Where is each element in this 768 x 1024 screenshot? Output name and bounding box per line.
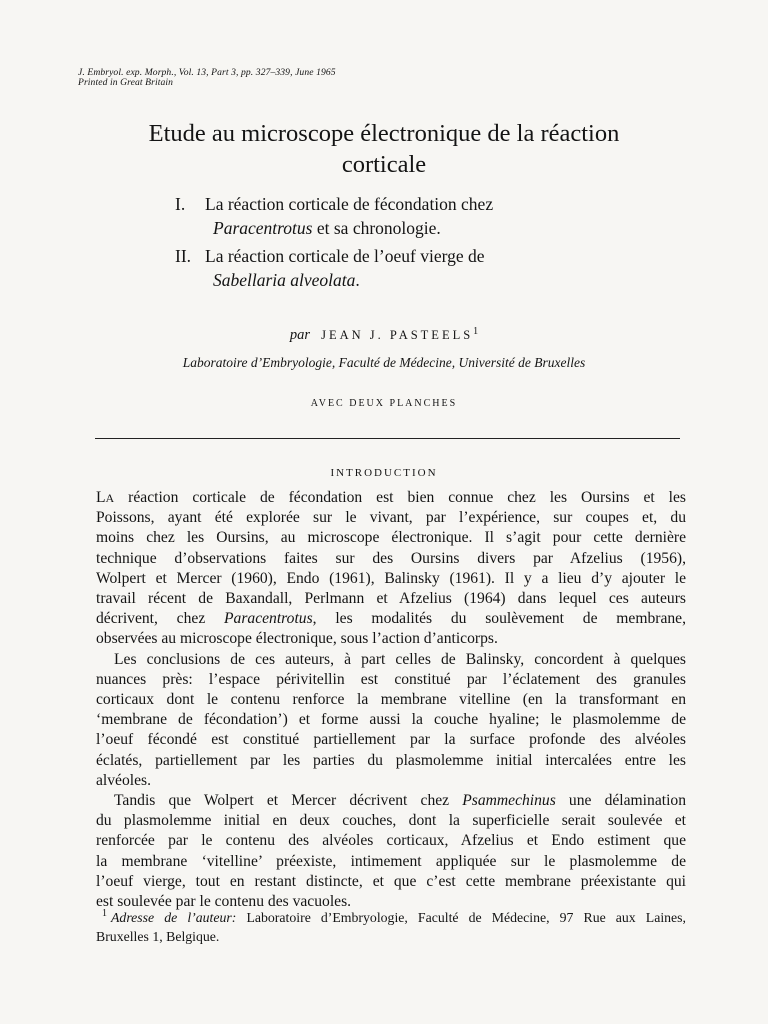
- text-line: [96, 488, 686, 508]
- footnote-text: Laboratoire d’Embryologie, Faculté de Médecine, 97 Rue aux Laines,: [236, 910, 687, 925]
- subtitle-text: La réaction corticale de fécondation chez: [205, 194, 494, 214]
- section-heading: INTRODUCTION: [330, 467, 438, 479]
- subtitle-number: II.: [175, 246, 192, 266]
- text-line: Wolpert et Mercer (1960), Endo (1961), Balinsky (1961). Il y a lieu d’y ajouter le: [96, 569, 686, 587]
- footnote: [96, 908, 686, 946]
- species-name: Paracentrotus: [224, 610, 313, 628]
- text-line: nuances près: l’espace périvitellin est constitué par l’éclatement des granules: [96, 670, 686, 688]
- citation-line: J. Embryol. exp. Morph., Vol. 13, Part 3, pp. 327–339, June 1965: [78, 67, 336, 78]
- plates-note: AVEC DEUX PLANCHES: [310, 398, 458, 409]
- text-line: moins chez les Oursins, au microscope électronique. Il s’agit pour cette dernière: [96, 529, 686, 547]
- footnote-line: [96, 908, 686, 927]
- paragraph: [96, 488, 686, 650]
- text-line: technique d’observations faites sur des Oursins divers par Afzelius (1956),: [96, 549, 686, 567]
- article-body: [96, 488, 686, 912]
- subtitle-part-2: [175, 244, 615, 292]
- author-name: JEAN J. PASTEELS: [321, 328, 474, 343]
- article-title: [60, 118, 708, 180]
- species-name: Sabellaria alveolata: [213, 270, 356, 290]
- initial-letter: L: [96, 489, 106, 506]
- subtitle-text: La réaction corticale de l’oeuf vierge de: [205, 246, 485, 266]
- text-line: est soulevée par le contenu des vacuoles.: [96, 893, 352, 911]
- text-line: corticaux dont le contenu renforce la membrane vitelline (en la transformant en: [96, 691, 686, 709]
- text-line: Poissons, ayant été explorée sur le vivant, par l’expérience, sur coupes et, du: [96, 509, 686, 527]
- subtitle-number: I.: [175, 194, 186, 214]
- text-line-content: réaction corticale de fécondation est bien connue chez les Oursins et les: [114, 489, 686, 506]
- footnote-mark: 1: [102, 908, 107, 920]
- text-line: éclatés, partiellement par les parties du plasmolemme initial intercalées entre les: [96, 751, 686, 769]
- text-line: du plasmolemme initial en deux couches, dont la superficielle serait soulevée et: [96, 812, 686, 830]
- subtitle-text-rest: .: [355, 270, 360, 290]
- subtitle-part-1: [175, 192, 615, 240]
- title-line-1: Etude au microscope électronique de la réaction: [148, 120, 620, 147]
- text-line: Tandis que Wolpert et Mercer décrivent chez Psammechinus une délamination: [114, 792, 686, 810]
- species-name: Paracentrotus: [213, 218, 313, 238]
- author-affiliation: Laboratoire d’Embryologie, Faculté de Médecine, Université de Bruxelles: [182, 355, 586, 370]
- initial-smallcap: A: [105, 491, 115, 505]
- author-prefix: par: [289, 327, 310, 344]
- printed-in-line: Printed in Great Britain: [78, 77, 174, 88]
- footnote-label: Adresse de l’auteur:: [111, 910, 237, 925]
- paragraph: [96, 791, 686, 912]
- paragraph: [96, 650, 686, 791]
- text-line: Les conclusions de ces auteurs, à part celles de Balinsky, concordent à quelques: [114, 650, 686, 668]
- section-divider: [95, 438, 680, 439]
- text-line: travail récent de Baxandall, Perlmann et Afzelius (1964) dans lequel ces auteurs: [96, 590, 686, 608]
- text-line: l’oeuf vierge, tout en restant distincte, et que c’est cette membrane préexistante qui: [96, 872, 686, 890]
- text-line: alvéoles.: [96, 771, 151, 789]
- text-line: la membrane ‘vitelline’ préexiste, intimement appliquée sur le plasmolemme de: [96, 852, 686, 870]
- author-line: [0, 326, 768, 344]
- subtitle-text-rest: et sa chronologie.: [312, 218, 441, 238]
- text-line: ‘membrane de fécondation’) et forme aussi la couche hyaline; le plasmolemme de: [96, 711, 686, 729]
- text-line: renforcée par le contenu des alvéoles corticaux, Afzelius et Endo estiment que: [96, 832, 686, 850]
- text-line: décrivent, chez Paracentrotus, les modalités du soulèvement de membrane,: [96, 610, 686, 628]
- footnote-line: Bruxelles 1, Belgique.: [96, 929, 220, 944]
- text-line: l’oeuf fécondé est constitué partiellement par la surface profonde des alvéoles: [96, 731, 686, 749]
- author-footnote-mark: 1: [473, 326, 479, 337]
- text-line: observées au microscope électronique, sous l’action d’anticorps.: [96, 630, 498, 648]
- journal-citation: [78, 68, 336, 88]
- species-name: Psammechinus: [462, 792, 556, 810]
- title-line-2: corticale: [341, 151, 427, 178]
